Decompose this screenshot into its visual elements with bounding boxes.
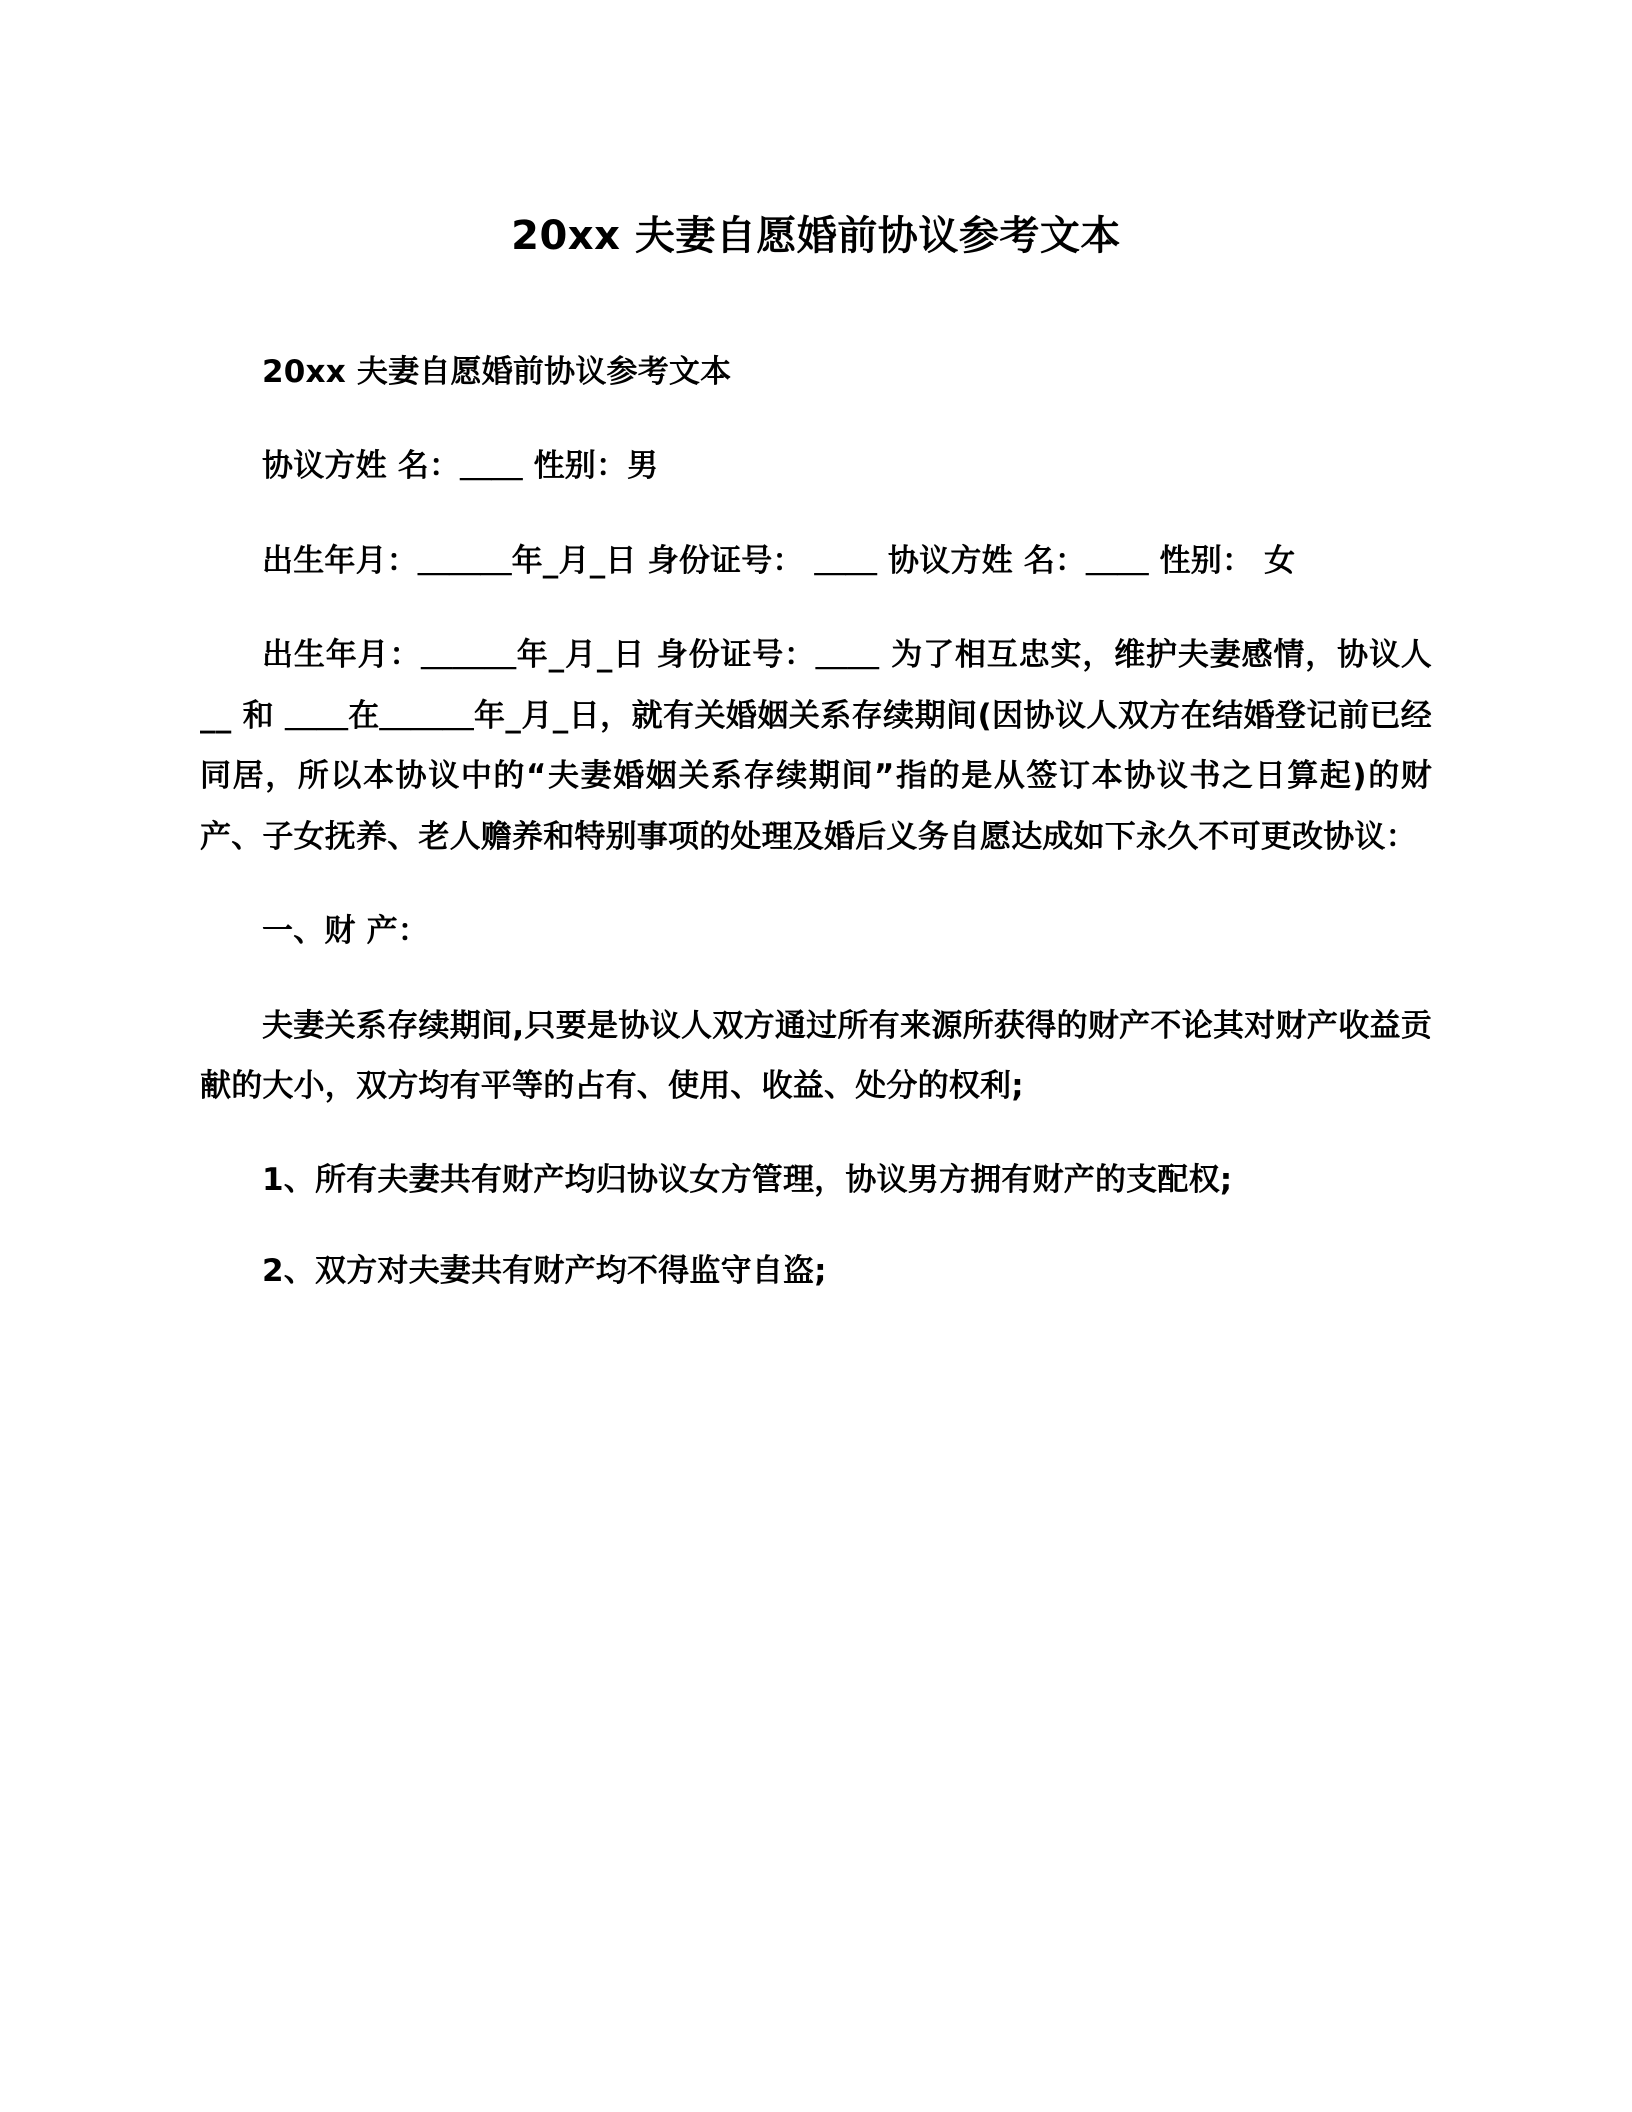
spacer bbox=[200, 264, 1432, 342]
page-title: 20xx 夫妻自愿婚前协议参考文本 bbox=[511, 213, 1121, 259]
spacer bbox=[200, 591, 1432, 625]
paragraph-preamble: 出生年月：＿＿＿年_月_日 身份证号：＿＿ 为了相互忠实，维护夫妻感情，协议人 __ 和 ＿＿在＿＿＿年_月_日，就有关婚姻关系存续期间(因协议人双方在结婚登记前已经同居，所以本协议中的“夫妻婚姻关系存续期间”指的是从签订本协议书之日算起)的财产、子女抚养、老人赡养和特别事项的处理及婚后义务自愿达成如下永久不可更改协议： bbox=[200, 637, 1432, 855]
paragraph-party-male-name: 协议方姓 名：＿＿ 性别：男 bbox=[262, 448, 659, 485]
spacer bbox=[200, 402, 1432, 436]
section-heading-property: 一、财 产： bbox=[262, 913, 429, 950]
spacer bbox=[200, 1116, 1432, 1150]
spacer bbox=[200, 962, 1432, 996]
paragraph-heading-repeat: 20xx 夫妻自愿婚前协议参考文本 bbox=[262, 354, 732, 390]
paragraph-property-item-2: 2、双方对夫妻共有财产均不得监守自盗; bbox=[262, 1252, 827, 1289]
paragraph-party-birth-id-female: 出生年月：＿＿＿年_月_日 身份证号： ＿＿ 协议方姓 名：＿＿ 性别： 女 bbox=[262, 542, 1296, 579]
paragraph-property-item-1: 1、所有夫妻共有财产均归协议女方管理，协议男方拥有财产的支配权; bbox=[262, 1162, 1233, 1199]
spacer bbox=[200, 1211, 1432, 1241]
paragraph-property-general: 夫妻关系存续期间,只要是协议人双方通过所有来源所获得的财产不论其对财产收益贡献的大小，双方均有平等的占有、使用、收益、处分的权利; bbox=[200, 1007, 1432, 1104]
spacer bbox=[200, 497, 1432, 531]
spacer bbox=[200, 867, 1432, 901]
